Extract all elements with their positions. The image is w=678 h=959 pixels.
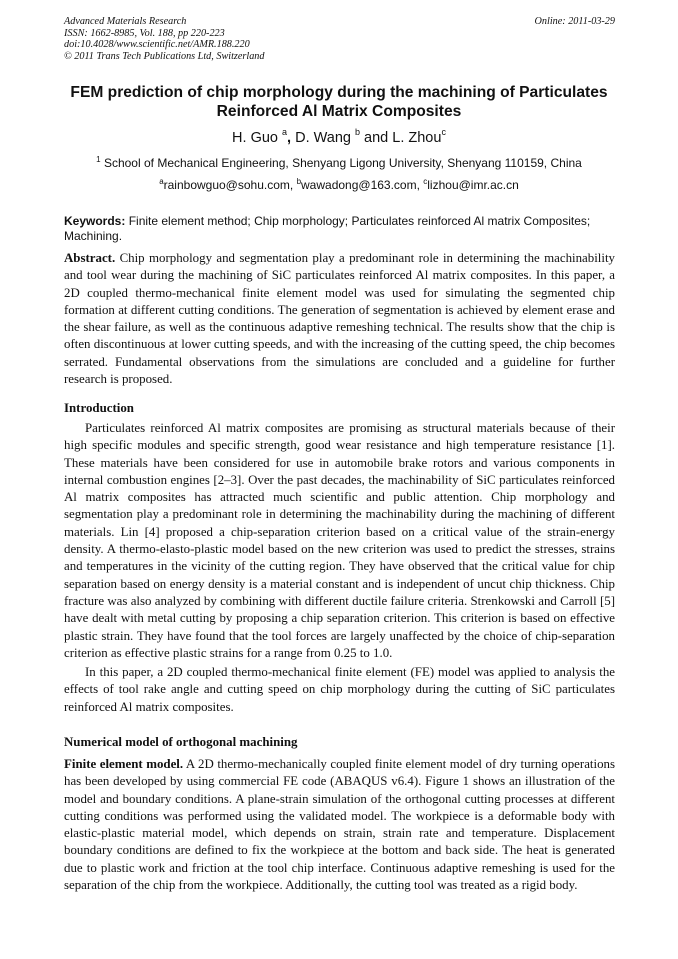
abstract-text: Chip morphology and segmentation play a predominant role in determining the machinability and tool wear during the machining of SiC particulates reinforced Al matrix composites. In this paper, a 2D coupled thermo-mechanical finite element model was used for simulating the segmented chip formation at different cutting conditions. The generation of segmentation is achieved by element erase and the shear failure, as well as the continuous adaptive remeshing technical. The results show that the chip is often discontinuous at lower cutting speeds, and with the increasing of the cutting speed, the chip becomes serrated. Fundamental observations from the simulations are concluded and a guideline for further research is proposed. <box>64 251 615 387</box>
title-line-1: FEM prediction of chip morphology during the machining of Particulates <box>70 84 608 101</box>
email-c-sup: c <box>423 177 428 186</box>
introduction-paragraph-1: Particulates reinforced Al matrix composites are promising as structural materials because of their high specific modules and specific strength, good wear resistance and high temperature resistance [1]. These materials have been considered for use in automobile brake rotors and various components in internal combustion engines [2–3]. Over the past decades, the machinability of SiC particulates reinforced Al matrix composites has attracted much scientific and public attention. Chip morphology and segmentation play a predominant role in determining the machinability during the machining of different materials. Lin [4] proposed a chip-separation criterion based on a critical value of the strain-energy density. A thermo-elasto-plastic model based on the new criterion was used to predict the stresses, strains and temperatures in the vicinity of the cutting region. They have observed that the critical value for chip separation based on energy density is a material constant and is independent of uncut chip thickness. Chip fracture was also analyzed by combining with different ductile failure criteria. Strenkowski and Carroll [5] have dealt with metal cutting by proposing a chip separation criterion. This criterion is based on effective plastic strain. They have found that the tool forces are largely unaffected by the choice of chip-separation criterion as effective plastic strains for a range from 0.25 to 1.0. <box>64 421 615 660</box>
keywords <box>64 214 615 244</box>
numerical-model-heading: Numerical model of orthogonal machining <box>64 735 298 749</box>
author-separator-1: , <box>287 130 296 146</box>
online-date: Online: 2011-03-29 <box>534 16 615 27</box>
author-2-sup: b <box>355 127 361 137</box>
email-a: rainbowguo@sohu.com, <box>163 178 297 192</box>
title-line-2: Reinforced Al Matrix Composites <box>216 103 462 120</box>
email-b: wawadong@163.com, <box>301 178 424 192</box>
affiliation-text: School of Mechanical Engineering, Shenyang Ligong University, Shenyang 110159, China <box>103 156 582 170</box>
affiliation <box>0 156 678 171</box>
paper-title <box>50 83 628 121</box>
email-c: lizhou@imr.ac.cn <box>427 178 519 192</box>
author-emails <box>0 178 678 193</box>
journal-header <box>64 16 615 62</box>
author-2: D. Wang <box>295 130 351 146</box>
abstract-label: Abstract. <box>64 251 116 265</box>
affiliation-sup: 1 <box>96 155 101 164</box>
keywords-label: Keywords: <box>64 214 126 228</box>
author-1: H. Guo <box>232 130 278 146</box>
author-3: L. Zhou <box>392 130 442 146</box>
keywords-text: Finite element method; Chip morphology; Particulates reinforced Al matrix Composites; Machining. <box>64 214 591 243</box>
author-1-sup: a <box>282 127 288 137</box>
finite-element-model-label: Finite element model. <box>64 757 184 771</box>
author-separator-2: and <box>360 130 393 146</box>
journal-doi: doi:10.4028/www.scientific.net/AMR.188.220 <box>64 39 250 51</box>
abstract <box>64 250 615 388</box>
email-a-sup: a <box>159 177 164 186</box>
journal-name: Advanced Materials Research <box>64 16 187 27</box>
introduction-heading: Introduction <box>64 401 134 415</box>
introduction-paragraph-2: In this paper, a 2D coupled thermo-mechanical finite element (FE) model was applied to analysis the effects of tool rake angle and cutting speed on chip morphology during the cutting of SiC particulates reinforced Al matrix composites. <box>64 665 615 714</box>
author-3-sup: c <box>441 127 446 137</box>
finite-element-model-text: A 2D thermo-mechanically coupled finite element model of dry turning operations has been developed by using commercial FE code (ABAQUS v6.4). Figure 1 shows an illustration of the model and boundary conditions. A plane-strain simulation of the orthogonal cutting processes at different cutting conditions was performed using the validated model. The workpiece is a deformable body with elastic-plastic material model, which depends on strain, strain rate and temperature. Displacement boundary conditions are defined to fix the workpiece at the bottom and back side. The heat is generated due to plastic work and friction at the tool chip interface. Continuous adaptive remeshing is used for the separation of the chip from the workpiece. Additionally, the cutting tool was treated as a rigid body. <box>64 757 615 893</box>
email-b-sup: b <box>296 177 302 186</box>
journal-copyright: © 2011 Trans Tech Publications Ltd, Switzerland <box>64 50 265 62</box>
journal-issn: ISSN: 1662-8985, Vol. 188, pp 220-223 <box>64 27 225 39</box>
author-list <box>0 129 678 147</box>
finite-element-model-paragraph <box>64 756 615 894</box>
